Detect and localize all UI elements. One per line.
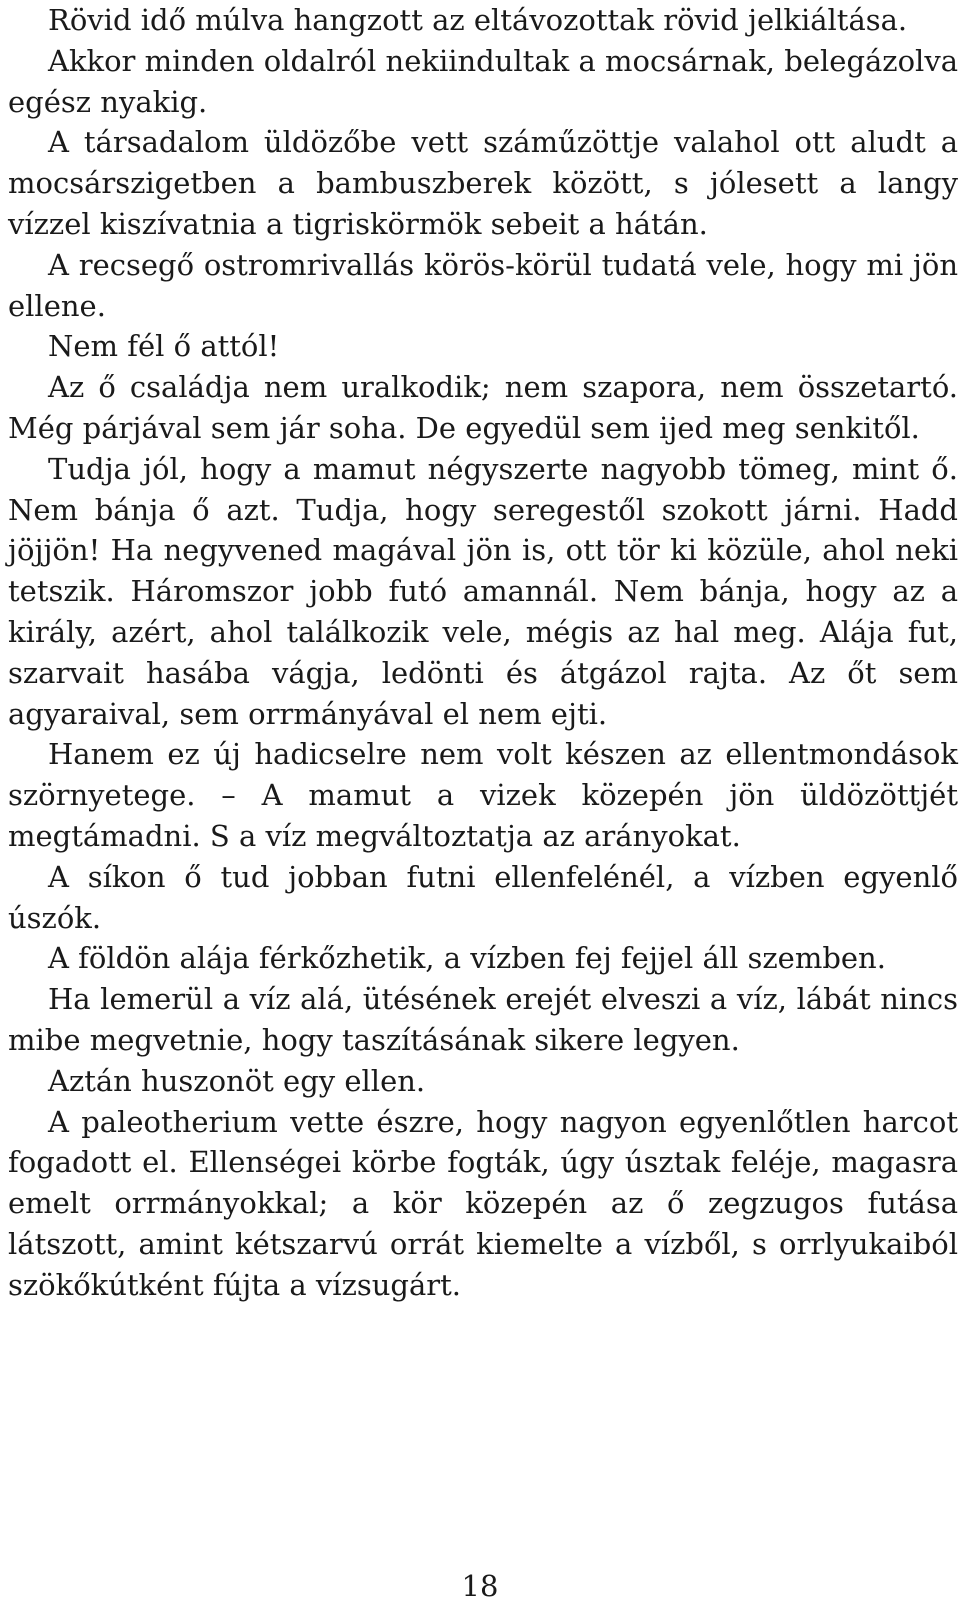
paragraph: Nem fél ő attól! — [48, 329, 280, 364]
paragraph: Hanem ez új hadicselre nem volt készen az ellentmondások szörnyetege. – A mamut a vizek közepén jön üldözöttjét megtámadni. S a víz megváltoztatja az arányokat. — [8, 737, 958, 853]
paragraph: Rövid idő múlva hangzott az eltávozottak rövid jelkiáltása. — [48, 3, 908, 37]
paragraph: Tudja jól, hogy a mamut négyszerte nagyobb tömeg, mint ő. Nem bánja ő azt. Tudja, hogy seregestől szokott járni. Hadd jöjjön! Ha negyvened magával jön is, ott tör ki közüle, ahol neki tetszik. Háromszor jobb futó amannál. Nem bánja, hogy az a király, azért, ahol találkozik vele, mégis az hal meg. Alája fut, szarvait hasába vágja, ledönti és átgázol rajta. Az őt sem agyaraival, sem orrmányával el nem ejti. — [8, 451, 958, 731]
body-text — [8, 0, 958, 1306]
page-number: 18 — [461, 1569, 499, 1603]
paragraph: Aztán huszonöt egy ellen. — [48, 1063, 426, 1098]
paragraph: Akkor minden oldalról nekiindultak a mocsárnak, belegázolva egész nyakig. — [8, 43, 958, 119]
paragraph: Ha lemerül a víz alá, ütésének erejét elveszi a víz, lábát nincs mibe megvetnie, hogy taszításának sikere legyen. — [8, 982, 958, 1057]
paragraph: A síkon ő tud jobban futni ellenfelénél, a vízben egyenlő úszók. — [8, 859, 958, 935]
paragraph: A társadalom üldözőbe vett száműzöttje valahol ott aludt a mocsárszigetben a bambuszberek között, s jólesett a langy vízzel kiszívatnia a tigriskörmök sebeit a hátán. — [8, 125, 958, 241]
paragraph: A paleotherium vette észre, hogy nagyon egyenlőtlen harcot fogadott el. Ellenségei körbe fogták, úgy úsztak feléje, magasra emelt orrmányokkal; a kör közepén az ő zegzugos futása látszott, amint kétszarvú orrát kiemelte a vízből, s orrlyukaiból szökőkútként fújta a vízsugárt. — [8, 1104, 958, 1302]
paragraph: A földön alája férkőzhetik, a vízben fej fejjel áll szemben. — [48, 941, 886, 976]
paragraph: Az ő családja nem uralkodik; nem szapora, nem összetartó. Még párjával sem jár soha. De egyedül sem ijed meg senkitől. — [8, 370, 958, 445]
paragraph: A recsegő ostromrivallás körös-körül tudatá vele, hogy mi jön ellene. — [8, 247, 958, 323]
